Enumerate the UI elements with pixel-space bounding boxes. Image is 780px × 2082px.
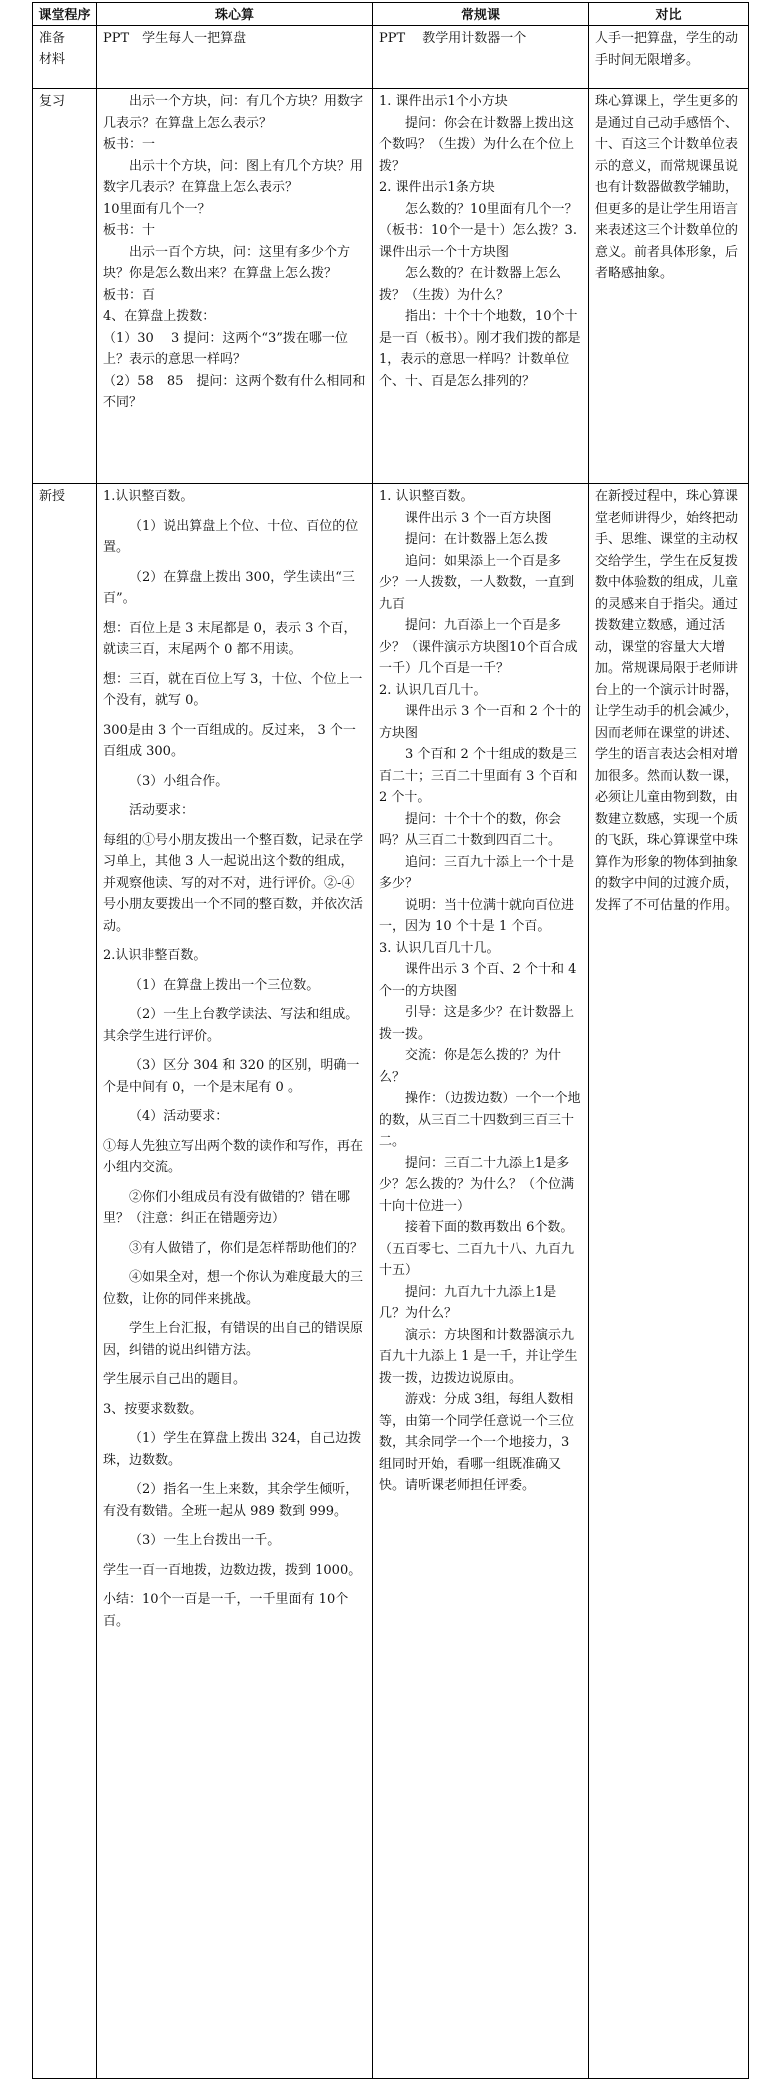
- cell-paragraph: ③有人做错了，你们是怎样帮助他们的？: [129, 1240, 364, 1256]
- cell-paragraph: 板书：十: [103, 223, 156, 238]
- cell-zhu: [97, 26, 373, 89]
- cell-paragraph: 提问：在计数器上怎么拨: [405, 532, 549, 547]
- cell-paragraph: （2）一生上台教学读法、写法和组成。其余学生进行评价。: [103, 1007, 359, 1044]
- comparison-table: [32, 2, 749, 2079]
- cell-dui: [589, 89, 749, 484]
- cell-paragraph: ①每人先独立写出两个数的读作和写作，再在小组内交流。: [103, 1138, 364, 1175]
- cell-paragraph: ④如果全对，想一个你认为难度最大的三位数，让你的同伴来挑战。: [103, 1270, 364, 1307]
- cell-paragraph: 出示一百个方块，问：这里有多少个方块？你是怎么数出来？在算盘上怎么拨？: [103, 244, 351, 281]
- cell-paragraph: 活动要求：: [129, 803, 195, 818]
- cell-paragraph: 1.认识整百数。: [103, 489, 194, 504]
- cell-paragraph: 出示一个方块，问：有几个方块？用数字几表示？在算盘上怎么表示？: [103, 94, 364, 131]
- cell-paragraph: 2.认识非整百数。: [103, 948, 207, 963]
- cell-paragraph: 1. 认识整百数。: [379, 489, 474, 504]
- materials-row: [33, 26, 749, 89]
- row-label-line: 准备: [39, 31, 66, 46]
- cell-paragraph: 300是由 3 个一百组成的。反过来， 3 个一百组成 300。: [103, 722, 356, 759]
- cell-paragraph: 学生上台汇报，有错误的出自己的错误原因，纠错的说出纠错方法。: [103, 1321, 364, 1358]
- cell-paragraph: 课件出示 3 个一百方块图: [405, 510, 552, 526]
- cell-dui: [589, 484, 749, 2079]
- cell-paragraph: 珠心算课上，学生更多的是通过自己动手感悟个、十、百这三个计数单位表示的意义，而常规课虽说也有计数器做教学辅助，但更多的是让学生用语言来表述这三个计数单位的意义。前者具体形象，后者略感抽象。: [595, 94, 739, 281]
- cell-paragraph: （1）说出算盘上个位、十位、百位的位置。: [103, 518, 359, 555]
- cell-paragraph: 1. 课件出示1个小方块: [379, 94, 508, 109]
- cell-paragraph: 4、在算盘上拨数：: [103, 309, 216, 324]
- header-changguike: 常规课: [373, 3, 589, 26]
- new-lesson-row: [33, 484, 749, 2079]
- cell-paragraph: 怎么数的？10里面有几个一？（板书：10个一是十）怎么拨？3.课件出示一个十方块图: [379, 201, 578, 260]
- cell-paragraph: 提问：三百二十九添上1是多少？怎么拨的？为什么？（个位满十向十位进一）: [379, 1155, 575, 1214]
- cell-paragraph: （4）活动要求：: [129, 1109, 229, 1124]
- cell-paragraph: ②你们小组成员有没有做错的？错在哪里？（注意：纠正在错题旁边）: [103, 1189, 351, 1226]
- cell-paragraph: 想：三百，就在百位上写 3，十位、个位上一个没有，就写 0。: [103, 671, 363, 708]
- cell-paragraph: 2. 课件出示1条方块: [379, 180, 495, 195]
- cell-paragraph: 3 个百和 2 个十组成的数是三百二十；三百二十里面有 3 个百和 2 个十。: [379, 747, 578, 805]
- cell-paragraph: 出示十个方块，问：图上有几个方块？用数字几表示？在算盘上怎么表示？: [103, 158, 364, 195]
- header-zhuxinsuan: 珠心算: [97, 3, 373, 26]
- cell-paragraph: 3、按要求数数。: [103, 1401, 203, 1417]
- cell-paragraph: 板书：一: [103, 137, 156, 152]
- cell-paragraph: 提问：九百添上一个百是多少？（课件演示方块图10个百合成一千）几个百是一千？: [379, 618, 578, 676]
- cell-paragraph: 3. 认识几百几十几。: [379, 940, 500, 956]
- cell-paragraph: 提问：你会在计数器上拨出这个数吗？（生拨）为什么在个位上拨？: [379, 115, 575, 174]
- cell-paragraph: 怎么数的？在计数器上怎么拨？（生拨）为什么？: [379, 266, 562, 303]
- cell-paragraph: 小结：10个一百是一千，一千里面有 10个百。: [103, 1592, 349, 1629]
- cell-zhu: [97, 484, 373, 2079]
- cell-paragraph: 板书：百: [103, 287, 156, 303]
- cell-paragraph: 游戏：分成 3组，每组人数相等，由第一个同学任意说一个三位数，其余同学一个一个地接力，3 组同时开始，看哪一组既准确又快。请听课老师担任评委。: [379, 1392, 575, 1493]
- cell-chang: [373, 484, 589, 2079]
- header-row: [33, 3, 749, 26]
- cell-paragraph: 追问：三百九十添上一个十是多少？: [379, 854, 575, 891]
- cell-chang: [373, 89, 589, 484]
- cell-paragraph: （1）在算盘上拨出一个三位数。: [129, 977, 320, 993]
- cell-paragraph: 操作：（边拨边数）一个一个地的数，从三百二十四数到三百三十二。: [379, 1091, 581, 1149]
- cell-paragraph: （3）区分 304 和 320 的区别，明确一个是中间有 0，一个是末尾有 0 。: [103, 1058, 360, 1095]
- cell-paragraph: 人手一把算盘，学生的动手时间无限增多。: [595, 31, 739, 68]
- cell-paragraph: 每组的①号小朋友拨出一个整百数，记录在学习单上，其他 3 人一起说出这个数的组成，并观察他读、写的对不对，进行评价。②-④号小朋友要拨出一个不同的整百数，并依次活动。: [103, 832, 364, 934]
- row-label: [33, 89, 97, 484]
- cell-paragraph: PPT 学生每人一把算盘: [103, 31, 247, 46]
- cell-paragraph: 演示：方块图和计数器演示九百九十九添上 1 是一千，并让学生拨一拨，边拨边说原由。: [379, 1327, 578, 1386]
- row-label: [33, 26, 97, 89]
- cell-paragraph: 10里面有几个一？: [103, 201, 211, 217]
- cell-paragraph: （1）学生在算盘上拨出 324，自己边拨珠，边数数。: [103, 1431, 362, 1468]
- row-label-line: 材料: [39, 52, 66, 67]
- cell-paragraph: 课件出示 3 个一百和 2 个十的方块图: [379, 704, 582, 741]
- cell-paragraph: （2）58 85 提问：这两个数有什么相同和不同？: [103, 373, 366, 410]
- cell-paragraph: 提问：十个十个的数，你会吗？从三百二十数到四百二十。: [379, 811, 562, 848]
- cell-paragraph: 在新授过程中，珠心算课堂老师讲得少，始终把动手、思维、课堂的主动权交给学生，学生在反复拨数中体验数的组成，儿童的灵感来自于指尖。通过拨数建立数感，通过活动，课堂的容量大大增加。常规课局限于老师讲台上的一个演示计时器，让学生动手的机会减少，因而老师在课堂的讲述、学生的语言表达会相对增加很多。然而认数一课，必须让儿童由物到数，由数建立数感，实现一个质的飞跃，珠心算课堂中珠算作为形象的物体到抽象的数字中间的过渡介质，发挥了不可估量的作用。: [595, 489, 739, 913]
- cell-paragraph: 指出：十个十个地数，10个十是一百（板书）。刚才我们拨的都是 1，表示的意思一样吗？计数单位个、十、百是怎么排列的？: [379, 309, 581, 389]
- cell-paragraph: 学生展示自己出的题目。: [103, 1372, 247, 1387]
- cell-paragraph: 想：百位上是 3 末尾都是 0，表示 3 个百，就读三百，末尾两个 0 都不用读。: [103, 620, 357, 657]
- cell-zhu: [97, 89, 373, 484]
- header-program: 课堂程序: [33, 3, 97, 26]
- cell-paragraph: PPT 教学用计数器一个: [379, 31, 527, 46]
- header-duibi: 对比: [589, 3, 749, 26]
- cell-dui: [589, 26, 749, 89]
- cell-paragraph: （2）在算盘上拨出 300，学生读出“三百”。: [103, 569, 355, 606]
- cell-paragraph: 交流：你是怎么拨的？为什么？: [379, 1048, 562, 1085]
- cell-paragraph: 追问：如果添上一个百是多少？一人拨数，一人数数，一直到九百: [379, 553, 575, 612]
- cell-paragraph: 课件出示 3 个百、2 个十和 4 个一的方块图: [379, 962, 577, 999]
- cell-paragraph: 提问：九百九十九添上1是几？为什么？: [379, 1284, 557, 1321]
- cell-paragraph: 接着下面的数再数出 6个数。（五百零七、二百九十八、九百九十五）: [379, 1220, 575, 1278]
- cell-paragraph: （1）30 3 提问：这两个“3”拨在哪一位上？表示的意思一样吗？: [103, 330, 348, 367]
- cell-paragraph: （3）一生上台拨出一千。: [129, 1533, 281, 1548]
- cell-paragraph: （2）指名一生上来数，其余学生倾听，有没有数错。全班一起从 989 数到 999。: [103, 1482, 359, 1519]
- review-row: [33, 89, 749, 484]
- cell-paragraph: 说明：当十位满十就向百位进一，因为 10 个十是 1 个百。: [379, 897, 575, 934]
- cell-paragraph: 学生一百一百地拨，边数边拨，拨到 1000。: [103, 1562, 362, 1578]
- row-label-line: 复习: [39, 94, 66, 109]
- cell-paragraph: 2. 认识几百几十。: [379, 682, 487, 698]
- cell-paragraph: 引导：这是多少？在计数器上拨一拨。: [379, 1005, 575, 1042]
- row-label-line: 新授: [39, 489, 66, 504]
- cell-chang: [373, 26, 589, 89]
- lesson-comparison-sheet: [32, 2, 748, 2079]
- row-label: [33, 484, 97, 2079]
- cell-paragraph: （3）小组合作。: [129, 773, 229, 789]
